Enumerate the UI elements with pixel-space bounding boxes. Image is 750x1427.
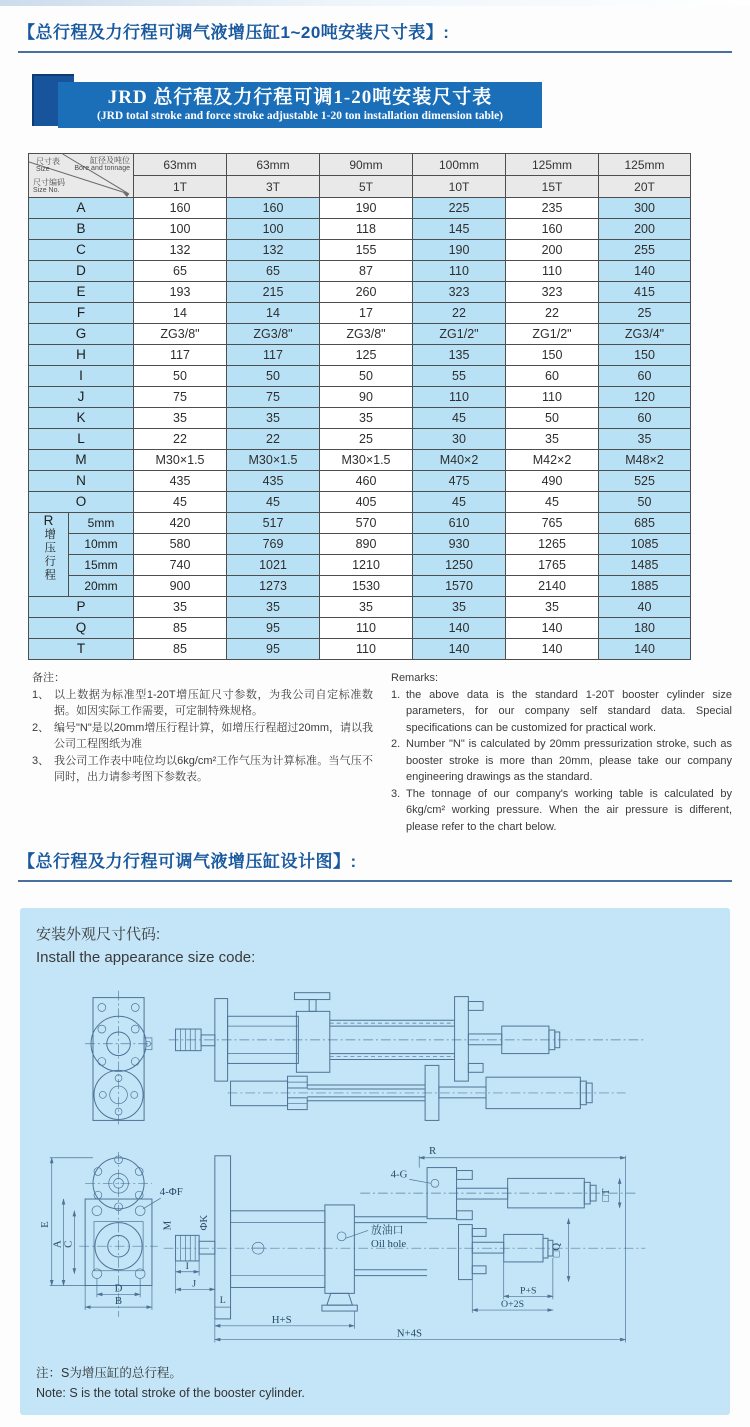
dim-label-l: L: [219, 1295, 226, 1307]
tonnage-header: 10T: [413, 176, 506, 198]
cylinder-side-view-top: [169, 993, 646, 1121]
value-cell: 35: [320, 597, 413, 618]
row-label: B: [29, 219, 134, 240]
table-row: [29, 198, 691, 219]
dim-label-b: B: [114, 1295, 123, 1308]
banner-title: JRD 总行程及力行程可调1-20吨安装尺寸表: [107, 87, 493, 108]
value-cell: 110: [506, 387, 599, 408]
value-cell: 60: [599, 366, 691, 387]
value-cell: 420: [134, 513, 227, 534]
value-cell: 190: [320, 198, 413, 219]
value-cell: 225: [413, 198, 506, 219]
note-item: [391, 736, 732, 786]
value-cell: M30×1.5: [134, 450, 227, 471]
row-label: L: [29, 429, 134, 450]
corner-size-label: 尺寸表 Size: [36, 157, 60, 174]
note-item: [32, 687, 373, 720]
dim-label-o2s: O+2S: [501, 1299, 525, 1311]
row-sublabel: 20mm: [69, 576, 134, 597]
value-cell: 22: [413, 303, 506, 324]
note-item: [391, 687, 732, 737]
value-cell: 60: [506, 366, 599, 387]
value-cell: 323: [413, 282, 506, 303]
value-cell: ZG3/8": [227, 324, 320, 345]
flange-end-view-top: [85, 991, 152, 1127]
note-number: 1.: [391, 688, 401, 701]
row-sublabel: 10mm: [69, 534, 134, 555]
table-row: [29, 345, 691, 366]
panel-note-en: Note: S is the total stroke of the booster cylinder.: [36, 1385, 305, 1400]
note-number: 3、: [32, 754, 50, 767]
value-cell: 323: [506, 282, 599, 303]
value-cell: 95: [227, 639, 320, 660]
value-cell: 740: [134, 555, 227, 576]
dim-label-phik: ΦK: [197, 1214, 210, 1231]
value-cell: 1085: [599, 534, 691, 555]
table-row: [29, 555, 691, 576]
dim-label-e: E: [38, 1221, 51, 1228]
table-row: [29, 387, 691, 408]
value-cell: 1265: [506, 534, 599, 555]
r-label: R: [43, 513, 54, 528]
value-cell: 117: [227, 345, 320, 366]
dim-label-c: C: [62, 1240, 75, 1248]
corner-header-cell: [29, 154, 134, 198]
table-row: [29, 366, 691, 387]
row-label: K: [29, 408, 134, 429]
value-cell: 75: [134, 387, 227, 408]
value-cell: 30: [413, 429, 506, 450]
design-drawing-panel: [20, 908, 730, 1415]
dim-label-r: R: [429, 1144, 437, 1157]
row-label: P: [29, 597, 134, 618]
note-number: 2.: [391, 738, 401, 750]
row-label: T: [29, 639, 134, 660]
table-row: [29, 450, 691, 471]
dim-label-n4s: N+4S: [396, 1327, 423, 1340]
row-label: Q: [29, 618, 134, 639]
value-cell: M30×1.5: [227, 450, 320, 471]
value-cell: 132: [227, 240, 320, 261]
value-cell: 85: [134, 639, 227, 660]
value-cell: 50: [506, 408, 599, 429]
value-cell: 140: [506, 639, 599, 660]
section1-title: 【总行程及力行程可调气液增压缸1~20吨安装尺寸表】:: [18, 23, 450, 42]
value-cell: 132: [134, 240, 227, 261]
value-cell: 765: [506, 513, 599, 534]
table-banner: [32, 79, 732, 137]
value-cell: 1210: [320, 555, 413, 576]
value-cell: 525: [599, 471, 691, 492]
notes-section: [32, 670, 732, 835]
value-cell: 260: [320, 282, 413, 303]
top-gradient-strip: [0, 0, 750, 6]
value-cell: 35: [506, 429, 599, 450]
bore-header: 125mm: [506, 154, 599, 176]
table-row: [29, 576, 691, 597]
value-cell: 1530: [320, 576, 413, 597]
value-cell: 75: [227, 387, 320, 408]
note-item: [391, 786, 732, 836]
row-label: I: [29, 366, 134, 387]
value-cell: 140: [506, 618, 599, 639]
bore-header-row: [29, 154, 691, 176]
value-cell: 900: [134, 576, 227, 597]
value-cell: 65: [227, 261, 320, 282]
tonnage-header: 15T: [506, 176, 599, 198]
table-row: [29, 303, 691, 324]
value-cell: 155: [320, 240, 413, 261]
value-cell: 85: [134, 618, 227, 639]
table-row: [29, 261, 691, 282]
value-cell: 193: [134, 282, 227, 303]
value-cell: M40×2: [413, 450, 506, 471]
value-cell: 120: [599, 387, 691, 408]
table-row: [29, 408, 691, 429]
value-cell: 475: [413, 471, 506, 492]
value-cell: 1250: [413, 555, 506, 576]
value-cell: 255: [599, 240, 691, 261]
table-row: [29, 324, 691, 345]
value-cell: 110: [320, 639, 413, 660]
value-cell: 460: [320, 471, 413, 492]
value-cell: 1570: [413, 576, 506, 597]
row-label: G: [29, 324, 134, 345]
notes-chinese: [32, 670, 373, 835]
table-row: [29, 639, 691, 660]
notes-cn-title: 备注：: [32, 672, 65, 684]
value-cell: 50: [599, 492, 691, 513]
bore-header: 100mm: [413, 154, 506, 176]
value-cell: 769: [227, 534, 320, 555]
tonnage-header: 20T: [599, 176, 691, 198]
value-cell: 160: [506, 219, 599, 240]
value-cell: 35: [134, 408, 227, 429]
panel-heading-en: Install the appearance size code:: [36, 948, 256, 966]
row-label: C: [29, 240, 134, 261]
value-cell: 35: [413, 597, 506, 618]
value-cell: 150: [599, 345, 691, 366]
value-cell: 22: [227, 429, 320, 450]
value-cell: M48×2: [599, 450, 691, 471]
value-cell: 1765: [506, 555, 599, 576]
value-cell: 45: [413, 408, 506, 429]
cylinder-side-view-bottom: [159, 1144, 646, 1343]
section2-title: 【总行程及力行程可调气液增压缸设计图】:: [18, 852, 357, 871]
note-number: 3.: [391, 787, 401, 800]
bore-header: 63mm: [134, 154, 227, 176]
bore-header: 63mm: [227, 154, 320, 176]
dim-label-a: A: [51, 1240, 64, 1249]
value-cell: 1273: [227, 576, 320, 597]
value-cell: 517: [227, 513, 320, 534]
corner-bore-tonnage-label: 缸径及吨位 Bore and tonnage: [74, 156, 130, 173]
section1-divider: [18, 51, 732, 53]
value-cell: 35: [134, 597, 227, 618]
value-cell: 490: [506, 471, 599, 492]
value-cell: 215: [227, 282, 320, 303]
oil-hole-label-en: Oil hole: [371, 1238, 407, 1251]
row-sublabel: 15mm: [69, 555, 134, 576]
value-cell: 22: [506, 303, 599, 324]
row-label-r: [29, 513, 69, 597]
value-cell: 55: [413, 366, 506, 387]
value-cell: 125: [320, 345, 413, 366]
value-cell: 2140: [506, 576, 599, 597]
value-cell: 405: [320, 492, 413, 513]
value-cell: 685: [599, 513, 691, 534]
panel-note: [36, 1364, 714, 1403]
note-text: the above data is the standard 1-20T booster cylinder size parameters, for our company self standard data. Special specifications can be customized for practical work.: [406, 688, 732, 734]
note-item: [32, 720, 373, 753]
value-cell: 14: [227, 303, 320, 324]
dim-label-hs: H+S: [271, 1313, 292, 1326]
bore-header: 90mm: [320, 154, 413, 176]
page-content: [0, 18, 750, 1415]
note-item: [32, 753, 373, 786]
note-text: 我公司工作表中吨位均以6kg/cm²工作气压为计算标准。当气压不同时，出力请参考图下参数表。: [54, 754, 373, 783]
panel-heading-cn: 安装外观尺寸代码:: [36, 926, 161, 943]
value-cell: 140: [599, 261, 691, 282]
table-row: [29, 492, 691, 513]
value-cell: 14: [134, 303, 227, 324]
r-label-vertical: 增压行程: [43, 528, 56, 582]
value-cell: 160: [227, 198, 320, 219]
banner-subtitle: (JRD total stroke and force stroke adjustable 1-20 ton installation dimension table): [96, 109, 504, 122]
dim-label-j: J: [192, 1278, 197, 1290]
flange-end-view-bottom: [39, 1152, 183, 1317]
value-cell: 890: [320, 534, 413, 555]
value-cell: 200: [506, 240, 599, 261]
value-cell: ZG3/4": [599, 324, 691, 345]
value-cell: 35: [599, 429, 691, 450]
value-cell: 1885: [599, 576, 691, 597]
value-cell: 580: [134, 534, 227, 555]
value-cell: 140: [413, 618, 506, 639]
value-cell: 45: [506, 492, 599, 513]
note-text: 以上数据为标准型1-20T增压缸尺寸参数，为我公司自定标准数据。如因实际工作需要，可定制特殊规格。: [54, 688, 373, 717]
value-cell: 25: [599, 303, 691, 324]
value-cell: 45: [227, 492, 320, 513]
table-row: [29, 282, 691, 303]
corner-size-no-label: 尺寸编码 Size No.: [33, 177, 65, 194]
value-cell: 35: [320, 408, 413, 429]
table-head: [29, 154, 691, 198]
dim-label-ps: P+S: [520, 1285, 537, 1297]
value-cell: 87: [320, 261, 413, 282]
value-cell: 50: [320, 366, 413, 387]
value-cell: 100: [227, 219, 320, 240]
value-cell: 135: [413, 345, 506, 366]
dimension-table: [28, 153, 691, 660]
value-cell: 180: [599, 618, 691, 639]
note-text: The tonnage of our company's working table is calculated by 6kg/cm² working pressure. When the air pressure is different, please refer to the chart below.: [406, 787, 732, 833]
value-cell: 95: [227, 618, 320, 639]
note-number: 1、: [32, 688, 50, 701]
table-row: [29, 471, 691, 492]
table-row: [29, 219, 691, 240]
value-cell: 140: [413, 639, 506, 660]
value-cell: 110: [413, 261, 506, 282]
value-cell: ZG3/8": [134, 324, 227, 345]
row-label: N: [29, 471, 134, 492]
value-cell: 117: [134, 345, 227, 366]
notes-english: [391, 670, 732, 835]
tonnage-header: 1T: [134, 176, 227, 198]
value-cell: 110: [413, 387, 506, 408]
banner-body: [58, 82, 542, 128]
panel-note-cn: 注：S为增压缸的总行程。: [36, 1366, 182, 1381]
value-cell: 45: [413, 492, 506, 513]
table-row: [29, 597, 691, 618]
dim-label-4g: 4-G: [390, 1168, 408, 1181]
table-row: [29, 429, 691, 450]
dim-label-qsq: □Q: [550, 1242, 563, 1258]
value-cell: 140: [599, 639, 691, 660]
row-label: E: [29, 282, 134, 303]
value-cell: 90: [320, 387, 413, 408]
value-cell: 60: [599, 408, 691, 429]
bore-header: 125mm: [599, 154, 691, 176]
row-label: D: [29, 261, 134, 282]
dim-label-i: I: [185, 1260, 189, 1272]
value-cell: M42×2: [506, 450, 599, 471]
table-row: [29, 240, 691, 261]
table-row: [29, 618, 691, 639]
value-cell: 610: [413, 513, 506, 534]
value-cell: 40: [599, 597, 691, 618]
value-cell: 25: [320, 429, 413, 450]
value-cell: 17: [320, 303, 413, 324]
value-cell: 65: [134, 261, 227, 282]
section2-divider: [18, 880, 732, 882]
value-cell: 35: [227, 408, 320, 429]
value-cell: M30×1.5: [320, 450, 413, 471]
value-cell: ZG3/8": [320, 324, 413, 345]
value-cell: 930: [413, 534, 506, 555]
notes-en-title: Remarks:: [391, 672, 439, 684]
value-cell: 435: [134, 471, 227, 492]
note-text: 编号"N"是以20mm增压行程计算，如增压行程超过20mm，请以我公司工程图纸为准: [54, 721, 373, 750]
value-cell: 145: [413, 219, 506, 240]
value-cell: 35: [506, 597, 599, 618]
dim-label-4phif: 4-ΦF: [159, 1186, 183, 1199]
value-cell: 235: [506, 198, 599, 219]
value-cell: 1485: [599, 555, 691, 576]
value-cell: 118: [320, 219, 413, 240]
value-cell: 110: [320, 618, 413, 639]
dim-label-m: M: [161, 1220, 174, 1231]
row-label: H: [29, 345, 134, 366]
dim-label-tsq: □T: [599, 1188, 612, 1202]
value-cell: 200: [599, 219, 691, 240]
value-cell: ZG1/2": [506, 324, 599, 345]
row-label: M: [29, 450, 134, 471]
value-cell: 100: [134, 219, 227, 240]
value-cell: 160: [134, 198, 227, 219]
value-cell: 22: [134, 429, 227, 450]
value-cell: ZG1/2": [413, 324, 506, 345]
row-label: J: [29, 387, 134, 408]
oil-hole-label-cn: 放油口: [371, 1224, 404, 1237]
note-text: Number "N" is calculated by 20mm pressurization stroke, such as booster stroke is more than 20mm, please take our company engineering drawings as the standard.: [406, 738, 732, 783]
table-row: [29, 534, 691, 555]
value-cell: 35: [227, 597, 320, 618]
tonnage-header: 5T: [320, 176, 413, 198]
tonnage-header: 3T: [227, 176, 320, 198]
technical-drawing: [36, 975, 714, 1360]
value-cell: 435: [227, 471, 320, 492]
value-cell: 150: [506, 345, 599, 366]
value-cell: 50: [227, 366, 320, 387]
row-sublabel: 5mm: [69, 513, 134, 534]
value-cell: 1021: [227, 555, 320, 576]
row-label: O: [29, 492, 134, 513]
note-number: 2、: [32, 721, 50, 734]
value-cell: 415: [599, 282, 691, 303]
row-label: F: [29, 303, 134, 324]
value-cell: 300: [599, 198, 691, 219]
table-body: [29, 198, 691, 660]
value-cell: 190: [413, 240, 506, 261]
row-label: A: [29, 198, 134, 219]
value-cell: 110: [506, 261, 599, 282]
value-cell: 570: [320, 513, 413, 534]
value-cell: 45: [134, 492, 227, 513]
table-row: [29, 513, 691, 534]
dim-label-d: D: [114, 1282, 123, 1295]
value-cell: 50: [134, 366, 227, 387]
